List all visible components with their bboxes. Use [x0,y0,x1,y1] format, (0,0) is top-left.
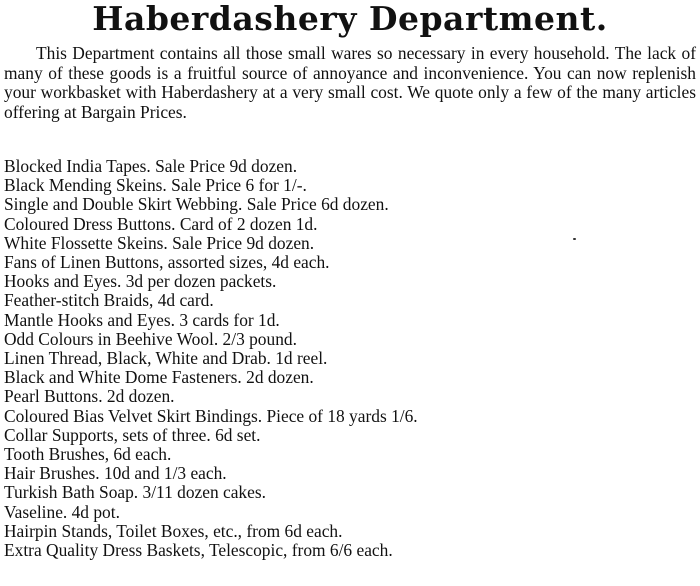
list-item: Tooth Brushes, 6d each. [4,444,172,465]
list-item: Feather-stitch Braids, 4d card. [4,290,214,311]
list-item: Vaseline. 4d pot. [4,501,120,522]
list-item: Coloured Bias Velvet Skirt Bindings. Piece of 18 yards 1/6. [4,405,418,426]
print-speck-mark [573,238,576,240]
list-item: Hairpin Stands, Toilet Boxes, etc., from 6d each. [4,520,343,541]
list-item: White Flossette Skeins. Sale Price 9d dozen. [4,232,315,253]
list-item: Turkish Bath Soap. 3/11 dozen cakes. [4,482,266,503]
list-item: Black Mending Skeins. Sale Price 6 for 1/-. [4,175,307,196]
list-item: Odd Colours in Beehive Wool. 2/3 pound. [4,328,297,349]
list-item: Black and White Dome Fasteners. 2d dozen. [4,367,314,388]
list-item: Coloured Dress Buttons. Card of 2 dozen 1d. [4,213,318,234]
list-item: Collar Supports, sets of three. 6d set. [4,424,261,445]
intro-paragraph: This Department contains all those small wares so necessary in every household. The lack of many of these goods is a fruitful source of annoyance and inconvenience. You can now replenish your workbasket with Haberdashery at a very small cost. We quote only a few of the many articles offering at Bargain Prices. [4,43,696,122]
list-item: Blocked India Tapes. Sale Price 9d dozen. [4,156,298,176]
list-item: Hooks and Eyes. 3d per dozen packets. [4,271,277,292]
page-title: Haberdashery Department. [92,0,608,38]
list-item: Fans of Linen Buttons, assorted sizes, 4d each. [4,252,330,273]
list-item: Linen Thread, Black, White and Drab. 1d reel. [4,348,328,369]
list-item: Hair Brushes. 10d and 1/3 each. [4,463,227,484]
list-item: Single and Double Skirt Webbing. Sale Price 6d dozen. [4,194,389,215]
list-item: Pearl Buttons. 2d dozen. [4,386,175,407]
list-item: Extra Quality Dress Baskets, Telescopic, from 6/6 each. [4,540,393,561]
list-item: Mantle Hooks and Eyes. 3 cards for 1d. [4,309,280,330]
item-list [4,157,694,560]
